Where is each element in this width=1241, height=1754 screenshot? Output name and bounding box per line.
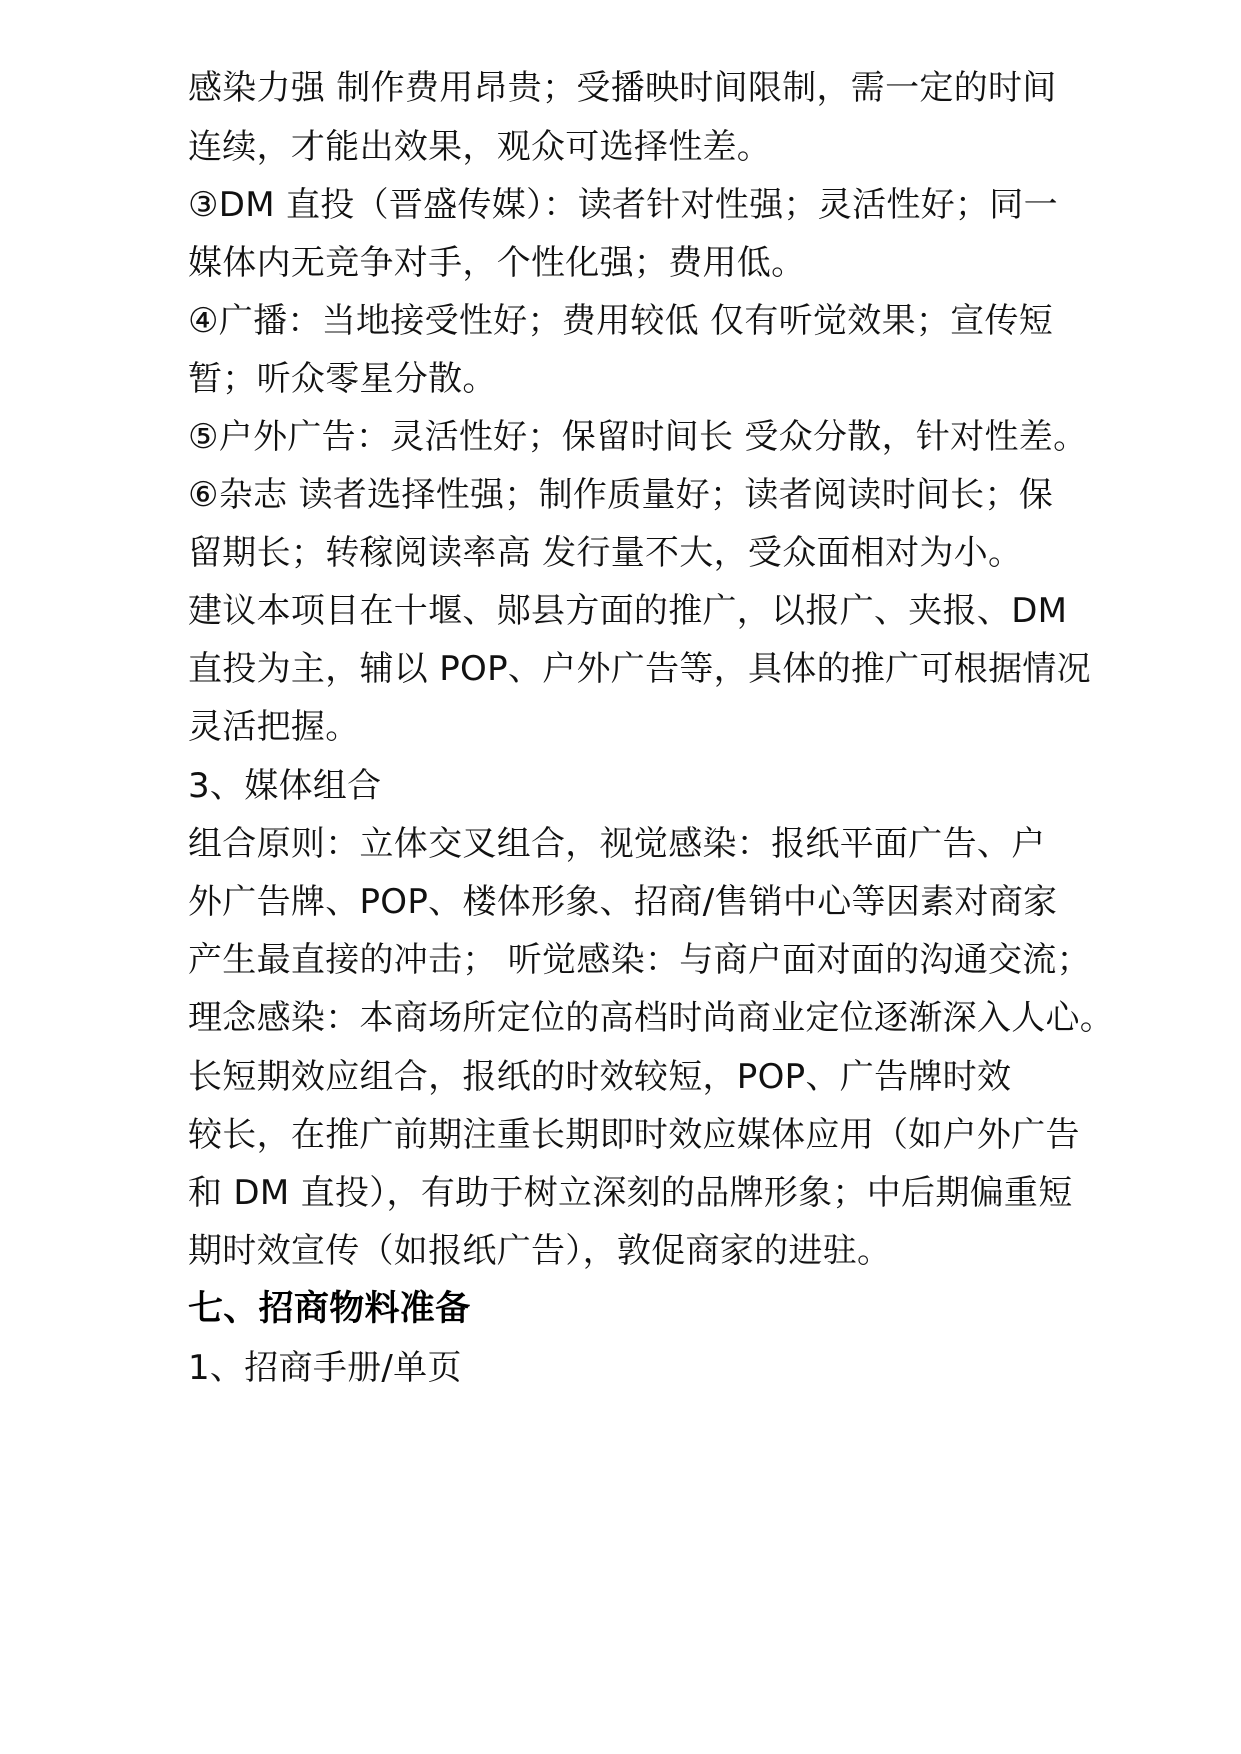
- paragraph-line: 建议本项目在十堰、郧县方面的推广，以报广、夹报、DM: [188, 591, 1068, 631]
- paragraph-line: 产生最直接的冲击； 听觉感染：与商户面对面的沟通交流；: [188, 940, 1091, 980]
- paragraph-line: 直投为主，辅以 POP、户外广告等，具体的推广可根据情况: [188, 649, 1091, 689]
- paragraph-line: 媒体内无竞争对手，个性化强；费用低。: [188, 243, 806, 283]
- paragraph-line: 留期长；转稼阅读率高 发行量不大，受众面相对为小。: [188, 533, 1023, 573]
- paragraph-line: 和 DM 直投），有助于树立深刻的品牌形象；中后期偏重短: [188, 1173, 1073, 1213]
- paragraph-line: 灵活把握。: [188, 707, 360, 747]
- paragraph-line: 外广告牌、POP、楼体形象、招商/售销中心等因素对商家: [188, 882, 1058, 922]
- paragraph-line: 组合原则：立体交叉组合，视觉感染：报纸平面广告、户: [188, 824, 1046, 864]
- list-item-outdoor: ⑤户外广告：灵活性好；保留时间长 受众分散，针对性差。: [188, 417, 1088, 457]
- paragraph-line: 较长，在推广前期注重长期即时效应媒体应用（如户外广告: [188, 1115, 1080, 1155]
- paragraph-line: 暂；听众零星分散。: [188, 359, 497, 399]
- list-item-radio: ④广播：当地接受性好；费用较低 仅有听觉效果；宣传短: [188, 301, 1054, 341]
- paragraph-line: 感染力强 制作费用昂贵；受播映时间限制，需一定的时间: [188, 68, 1057, 108]
- list-item-dm: ③DM 直投（晋盛传媒）：读者针对性强；灵活性好；同一: [188, 185, 1058, 225]
- section-heading: 七、招商物料准备: [188, 1289, 471, 1329]
- paragraph-line: 理念感染：本商场所定位的高档时尚商业定位逐渐深入人心。: [188, 998, 1115, 1038]
- paragraph-line: 期时效宣传（如报纸广告），敦促商家的进驻。: [188, 1231, 892, 1271]
- subsection-title: 1、招商手册/单页: [188, 1348, 462, 1388]
- list-item-magazine: ⑥杂志 读者选择性强；制作质量好；读者阅读时间长；保: [188, 475, 1054, 515]
- subsection-title: 3、媒体组合: [188, 766, 382, 806]
- paragraph-line: 连续，才能出效果，观众可选择性差。: [188, 127, 772, 167]
- paragraph-line: 长短期效应组合，报纸的时效较短，POP、广告牌时效: [188, 1057, 1012, 1097]
